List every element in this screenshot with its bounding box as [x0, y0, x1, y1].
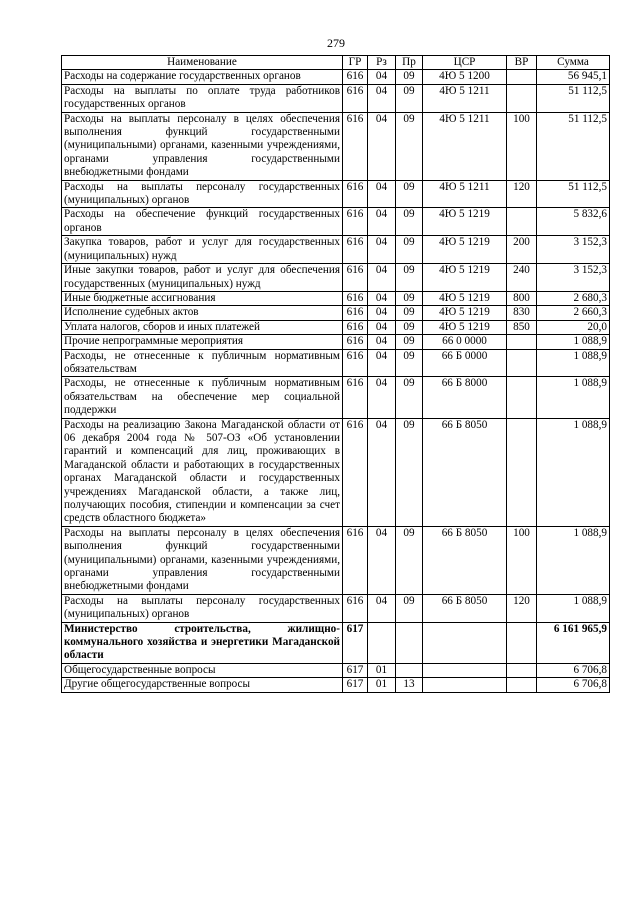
- cell-gr: 616: [343, 335, 368, 349]
- cell-pr: 09: [396, 264, 423, 292]
- header-pr: Пр: [396, 56, 423, 70]
- cell-vr: 240: [507, 264, 537, 292]
- header-gr: ГР: [343, 56, 368, 70]
- cell-rz: 04: [368, 306, 396, 320]
- cell-vr: [507, 678, 537, 692]
- cell-csr: 4Ю 5 1219: [423, 236, 507, 264]
- cell-gr: 616: [343, 306, 368, 320]
- cell-gr: 616: [343, 264, 368, 292]
- table-row: [62, 678, 610, 692]
- table-row: [62, 663, 610, 677]
- cell-vr: [507, 70, 537, 84]
- table-row: [62, 180, 610, 208]
- cell-vr: 120: [507, 180, 537, 208]
- table-row: [62, 418, 610, 526]
- cell-name: Расходы, не отнесенные к публичным нормативным обязательствам: [62, 349, 343, 377]
- table-row: [62, 349, 610, 377]
- cell-pr: 09: [396, 306, 423, 320]
- header-csr: ЦСР: [423, 56, 507, 70]
- cell-sum: 1 088,9: [537, 377, 610, 418]
- cell-gr: 616: [343, 349, 368, 377]
- cell-csr: 66 Б 8050: [423, 418, 507, 526]
- cell-vr: 100: [507, 112, 537, 180]
- page-number: 279: [327, 36, 345, 50]
- header-name: Наименование: [62, 56, 343, 70]
- cell-gr: 616: [343, 418, 368, 526]
- cell-csr: 4Ю 5 1211: [423, 180, 507, 208]
- table-row: [62, 320, 610, 334]
- cell-vr: 120: [507, 594, 537, 622]
- cell-rz: 04: [368, 526, 396, 594]
- cell-name: Иные закупки товаров, работ и услуг для обеспечения государственных (муниципальных) нужд: [62, 264, 343, 292]
- cell-gr: 616: [343, 112, 368, 180]
- cell-vr: 200: [507, 236, 537, 264]
- cell-sum: 20,0: [537, 320, 610, 334]
- cell-vr: 850: [507, 320, 537, 334]
- cell-rz: 01: [368, 663, 396, 677]
- cell-sum: 1 088,9: [537, 349, 610, 377]
- cell-gr: 616: [343, 594, 368, 622]
- cell-name: Исполнение судебных актов: [62, 306, 343, 320]
- header-sum: Сумма: [537, 56, 610, 70]
- cell-pr: 09: [396, 112, 423, 180]
- cell-sum: 1 088,9: [537, 526, 610, 594]
- cell-csr: [423, 663, 507, 677]
- cell-gr: 616: [343, 320, 368, 334]
- cell-name: Расходы на выплаты персоналу государственных (муниципальных) органов: [62, 180, 343, 208]
- cell-name: Расходы на выплаты персоналу государственных (муниципальных) органов: [62, 594, 343, 622]
- cell-name: Министерство строительства, жилищно-коммунального хозяйства и энергетики Магаданской области: [62, 622, 343, 663]
- cell-rz: 04: [368, 349, 396, 377]
- table-row: [62, 70, 610, 84]
- cell-sum: 6 706,8: [537, 663, 610, 677]
- cell-rz: 04: [368, 291, 396, 305]
- cell-csr: [423, 622, 507, 663]
- cell-pr: [396, 622, 423, 663]
- cell-csr: [423, 678, 507, 692]
- budget-table: [61, 55, 610, 693]
- cell-rz: 04: [368, 335, 396, 349]
- cell-name: Другие общегосударственные вопросы: [62, 678, 343, 692]
- cell-gr: 616: [343, 208, 368, 236]
- table-row: [62, 264, 610, 292]
- cell-sum: 51 112,5: [537, 180, 610, 208]
- cell-rz: 04: [368, 70, 396, 84]
- cell-sum: 1 088,9: [537, 418, 610, 526]
- cell-vr: [507, 84, 537, 112]
- cell-csr: 4Ю 5 1219: [423, 291, 507, 305]
- table-row: [62, 84, 610, 112]
- cell-name: Расходы на обеспечение функций государственных органов: [62, 208, 343, 236]
- cell-sum: 51 112,5: [537, 84, 610, 112]
- cell-gr: 616: [343, 180, 368, 208]
- cell-sum: 3 152,3: [537, 236, 610, 264]
- table-row: [62, 291, 610, 305]
- cell-csr: 4Ю 5 1219: [423, 320, 507, 334]
- cell-vr: 100: [507, 526, 537, 594]
- cell-pr: 09: [396, 418, 423, 526]
- cell-sum: 3 152,3: [537, 264, 610, 292]
- cell-name: Расходы на выплаты по оплате труда работников государственных органов: [62, 84, 343, 112]
- cell-csr: 66 Б 8000: [423, 377, 507, 418]
- cell-rz: 04: [368, 264, 396, 292]
- cell-pr: 09: [396, 70, 423, 84]
- cell-rz: 04: [368, 236, 396, 264]
- cell-pr: 09: [396, 236, 423, 264]
- cell-pr: [396, 663, 423, 677]
- cell-rz: 04: [368, 112, 396, 180]
- cell-name: Общегосударственные вопросы: [62, 663, 343, 677]
- cell-vr: [507, 349, 537, 377]
- cell-rz: 04: [368, 180, 396, 208]
- cell-name: Расходы на реализацию Закона Магаданской области от 06 декабря 2004 года № 507-ОЗ «Об установлении гарантий и компенсаций для лиц, проживающих в Магаданской области и работающих в государственных органах Магаданской области и государственных учреждениях Магаданской области, а также лиц, получающих пособия, стипендии и компенсации за счет средств областного бюджета»: [62, 418, 343, 526]
- cell-pr: 09: [396, 335, 423, 349]
- table-row: [62, 112, 610, 180]
- cell-pr: 09: [396, 84, 423, 112]
- cell-gr: 616: [343, 70, 368, 84]
- cell-pr: 09: [396, 377, 423, 418]
- cell-rz: 04: [368, 377, 396, 418]
- header-vr: ВР: [507, 56, 537, 70]
- cell-name: Уплата налогов, сборов и иных платежей: [62, 320, 343, 334]
- cell-rz: 04: [368, 418, 396, 526]
- cell-vr: [507, 208, 537, 236]
- table-row: [62, 377, 610, 418]
- cell-sum: 2 680,3: [537, 291, 610, 305]
- cell-gr: 616: [343, 84, 368, 112]
- cell-sum: 1 088,9: [537, 335, 610, 349]
- table-row: [62, 594, 610, 622]
- cell-pr: 09: [396, 291, 423, 305]
- cell-pr: 09: [396, 349, 423, 377]
- cell-name: Расходы на выплаты персоналу в целях обеспечения выполнения функций государственными (муниципальными) органами, казенными учреждениями, органами управления государственными внебюджетными фондами: [62, 112, 343, 180]
- cell-name: Прочие непрограммные мероприятия: [62, 335, 343, 349]
- cell-gr: 617: [343, 622, 368, 663]
- cell-pr: 13: [396, 678, 423, 692]
- cell-gr: 616: [343, 526, 368, 594]
- cell-name: Расходы на выплаты персоналу в целях обеспечения выполнения функций государственными (муниципальными) органами, казенными учреждениями, органами управления государственными внебюджетными фондами: [62, 526, 343, 594]
- cell-sum: 56 945,1: [537, 70, 610, 84]
- cell-vr: 830: [507, 306, 537, 320]
- table-row: [62, 306, 610, 320]
- cell-gr: 617: [343, 678, 368, 692]
- header-rz: Рз: [368, 56, 396, 70]
- cell-vr: 800: [507, 291, 537, 305]
- cell-sum: 5 832,6: [537, 208, 610, 236]
- cell-rz: 04: [368, 208, 396, 236]
- cell-pr: 09: [396, 208, 423, 236]
- table-body: [62, 70, 610, 692]
- cell-csr: 4Ю 5 1211: [423, 84, 507, 112]
- cell-csr: 66 0 0000: [423, 335, 507, 349]
- table-row: [62, 208, 610, 236]
- cell-name: Иные бюджетные ассигнования: [62, 291, 343, 305]
- cell-pr: 09: [396, 594, 423, 622]
- cell-gr: 617: [343, 663, 368, 677]
- cell-gr: 616: [343, 236, 368, 264]
- cell-vr: [507, 418, 537, 526]
- cell-pr: 09: [396, 526, 423, 594]
- cell-rz: 04: [368, 594, 396, 622]
- cell-vr: [507, 663, 537, 677]
- cell-csr: 4Ю 5 1211: [423, 112, 507, 180]
- table-header-row: [62, 56, 610, 70]
- cell-csr: 4Ю 5 1219: [423, 306, 507, 320]
- cell-csr: 4Ю 5 1219: [423, 208, 507, 236]
- cell-pr: 09: [396, 180, 423, 208]
- table-row: [62, 236, 610, 264]
- cell-vr: [507, 335, 537, 349]
- cell-name: Закупка товаров, работ и услуг для государственных (муниципальных) нужд: [62, 236, 343, 264]
- cell-rz: 01: [368, 678, 396, 692]
- cell-csr: 66 Б 8050: [423, 526, 507, 594]
- cell-name: Расходы, не отнесенные к публичным нормативным обязательствам на обеспечение мер социальной поддержки: [62, 377, 343, 418]
- cell-csr: 4Ю 5 1200: [423, 70, 507, 84]
- cell-csr: 66 Б 8050: [423, 594, 507, 622]
- cell-vr: [507, 622, 537, 663]
- table-row: [62, 622, 610, 663]
- cell-vr: [507, 377, 537, 418]
- table-row: [62, 526, 610, 594]
- cell-rz: 04: [368, 84, 396, 112]
- cell-name: Расходы на содержание государственных органов: [62, 70, 343, 84]
- cell-rz: 04: [368, 320, 396, 334]
- table-row: [62, 335, 610, 349]
- cell-sum: 2 660,3: [537, 306, 610, 320]
- cell-pr: 09: [396, 320, 423, 334]
- cell-rz: [368, 622, 396, 663]
- cell-csr: 66 Б 0000: [423, 349, 507, 377]
- cell-sum: 1 088,9: [537, 594, 610, 622]
- cell-sum: 6 161 965,9: [537, 622, 610, 663]
- cell-sum: 51 112,5: [537, 112, 610, 180]
- cell-sum: 6 706,8: [537, 678, 610, 692]
- cell-gr: 616: [343, 291, 368, 305]
- cell-gr: 616: [343, 377, 368, 418]
- cell-csr: 4Ю 5 1219: [423, 264, 507, 292]
